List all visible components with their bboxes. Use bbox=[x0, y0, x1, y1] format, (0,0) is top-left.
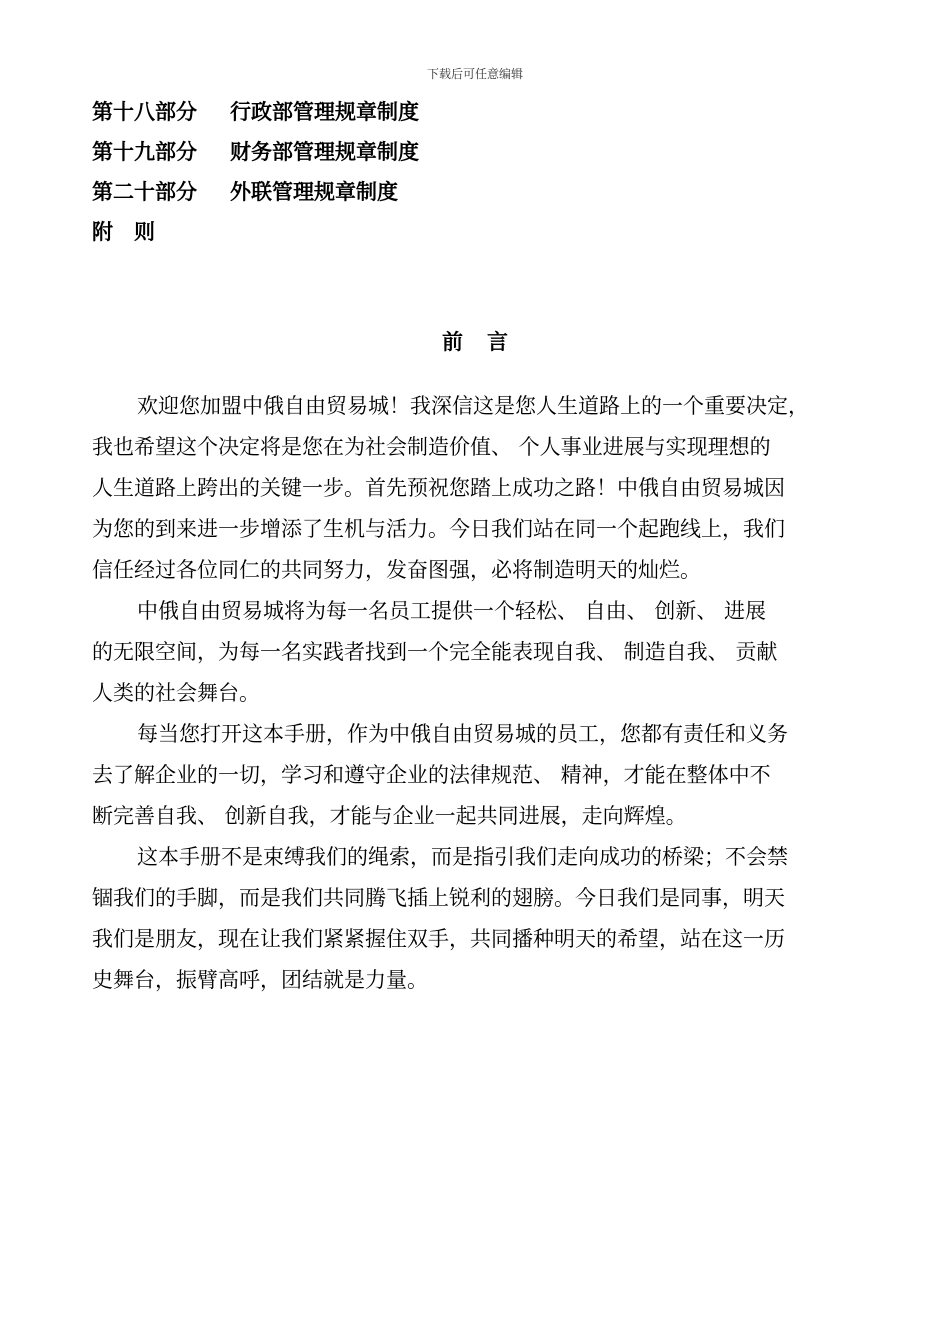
toc-entry bbox=[92, 172, 852, 212]
toc-part-title: 外联管理规章制度 bbox=[230, 180, 398, 204]
preface-body bbox=[92, 386, 862, 1001]
toc-entry bbox=[92, 132, 852, 172]
preface-paragraph bbox=[92, 714, 862, 837]
toc-part-number: 第二十部分 bbox=[92, 180, 197, 204]
toc-entry bbox=[92, 92, 852, 132]
paragraph-line: 我也希望这个决定将是您在为社会制造价值、 个人事业进展与实现理想的 bbox=[92, 435, 771, 459]
paragraph-line: 我们是朋友，现在让我们紧紧握住双手，共同播种明天的希望，站在这一历 bbox=[92, 927, 785, 951]
paragraph-line: 人生道路上跨出的关键一步。首先预祝您踏上成功之路！中俄自由贸易城因 bbox=[92, 476, 785, 500]
preface-paragraph bbox=[92, 591, 862, 714]
paragraph-line: 中俄自由贸易城将为每一名员工提供一个轻松、 自由、 创新、 进展 bbox=[137, 599, 767, 623]
table-of-contents bbox=[92, 92, 852, 252]
toc-appendix-entry bbox=[92, 212, 852, 252]
preface-title bbox=[0, 322, 950, 362]
toc-part-title: 行政部管理规章制度 bbox=[230, 100, 419, 124]
paragraph-line: 的无限空间，为每一名实践者找到一个完全能表现自我、 制造自我、 贡献 bbox=[92, 640, 778, 664]
paragraph-line: 这本手册不是束缚我们的绳索，而是指引我们走向成功的桥梁；不会禁 bbox=[137, 845, 788, 869]
paragraph-line: 人类的社会舞台。 bbox=[92, 681, 260, 705]
toc-appendix-label: 附则 bbox=[92, 220, 176, 244]
paragraph-line: 史舞台，振臂高呼，团结就是力量。 bbox=[92, 968, 428, 992]
preface-title-text: 前言 bbox=[442, 330, 532, 354]
paragraph-line: 去了解企业的一切，学习和遵守企业的法律规范、 精神，才能在整体中不 bbox=[92, 763, 771, 787]
paragraph-line: 断完善自我、 创新自我，才能与企业一起共同进展，走向辉煌。 bbox=[92, 804, 687, 828]
paragraph-line: 信任经过各位同仁的共同努力，发奋图强，必将制造明天的灿烂。 bbox=[92, 558, 701, 582]
paragraph-line: 每当您打开这本手册，作为中俄自由贸易城的员工，您都有责任和义务 bbox=[137, 722, 788, 746]
toc-part-title: 财务部管理规章制度 bbox=[230, 140, 419, 164]
paragraph-line: 锢我们的手脚，而是我们共同腾飞插上锐利的翅膀。今日我们是同事，明天 bbox=[92, 886, 785, 910]
toc-part-number: 第十八部分 bbox=[92, 100, 197, 124]
preface-paragraph bbox=[92, 837, 862, 1001]
paragraph-line: 为您的到来进一步增添了生机与活力。今日我们站在同一个起跑线上，我们 bbox=[92, 517, 785, 541]
toc-part-number: 第十九部分 bbox=[92, 140, 197, 164]
page-header-note: 下载后可任意编辑 bbox=[426, 67, 523, 81]
preface-paragraph bbox=[92, 386, 862, 591]
paragraph-line: 欢迎您加盟中俄自由贸易城！我深信这是您人生道路上的一个重要决定， bbox=[137, 394, 809, 418]
